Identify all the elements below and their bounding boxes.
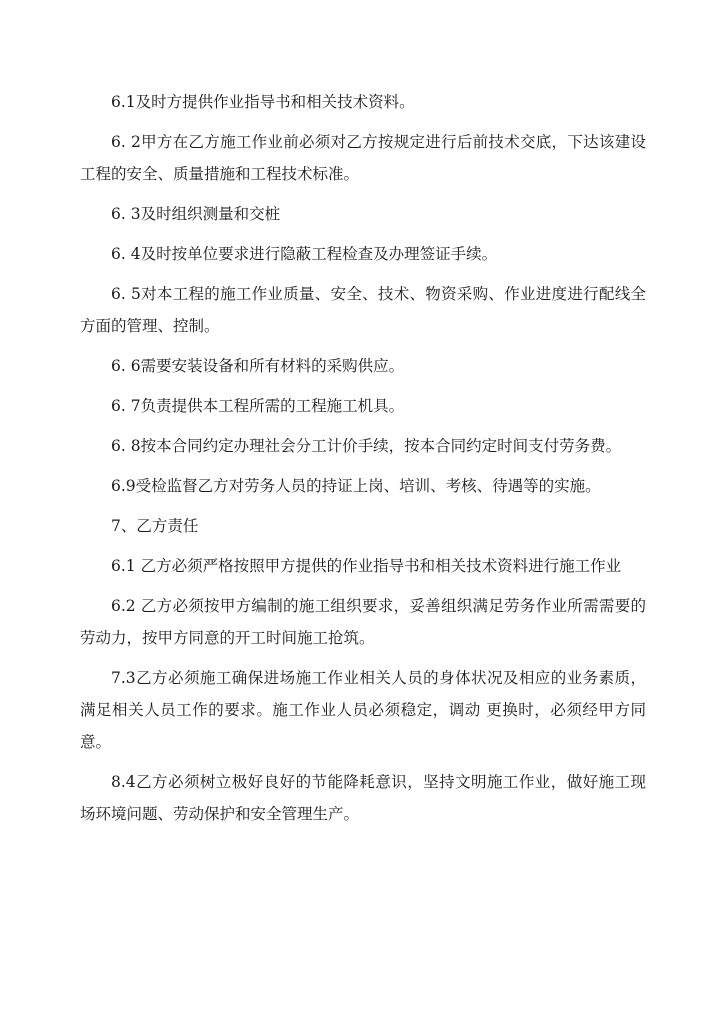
paragraph-6-2: 6. 2甲方在乙方施工作业前必须对乙方按规定进行后前技术交底，下达该建设工程的安全、质量措施和工程技术标准。: [80, 133, 646, 183]
paragraph-6-4: 6. 4及时按单位要求进行隐蔽工程检查及办理签证手续。: [111, 245, 498, 263]
paragraph-6-1: 6.1及时方提供作业指导书和相关技术资料。: [111, 93, 415, 111]
paragraph-7-4: 8.4乙方必须树立极好良好的节能降耗意识，坚持文明施工作业，做好施工现场环境问题、劳动保护和安全管理生产。: [80, 773, 646, 823]
paragraph-7-3: 7.3乙方必须施工确保进场施工作业相关人员的身体状况及相应的业务素质，满足相关人员工作的要求。施工作业人员必须稳定，调动 更换时，必须经甲方同意。: [80, 669, 646, 751]
paragraph-6-3: 6. 3及时组织测量和交桩: [111, 205, 281, 223]
document-body: [80, 86, 646, 838]
paragraph-6-7: 6. 7负责提供本工程所需的工程施工机具。: [111, 397, 405, 415]
paragraph-6-6: 6. 6需要安装设备和所有材料的采购供应。: [111, 357, 405, 375]
paragraph-6-8: 6. 8按本合同约定办理社会分工计价手续，按本合同约定时间支付劳务费。: [111, 437, 622, 455]
paragraph-6-9: 6.9受检监督乙方对劳务人员的持证上岗、培训、考核、待遇等的实施。: [111, 477, 601, 495]
paragraph-7-2: 6.2 乙方必须按甲方编制的施工组织要求，妥善组织满足劳务作业所需需要的劳动力，按甲方同意的开工时间施工抢筑。: [80, 597, 646, 647]
paragraph-6-5: 6. 5对本工程的施工作业质量、安全、技术、物资采购、作业进度进行配线全方面的管理、控制。: [80, 285, 646, 335]
section-heading-7: 7、乙方责任: [111, 517, 199, 535]
paragraph-7-1: 6.1 乙方必须严格按照甲方提供的作业指导书和相关技术资料进行施工作业: [111, 557, 622, 575]
